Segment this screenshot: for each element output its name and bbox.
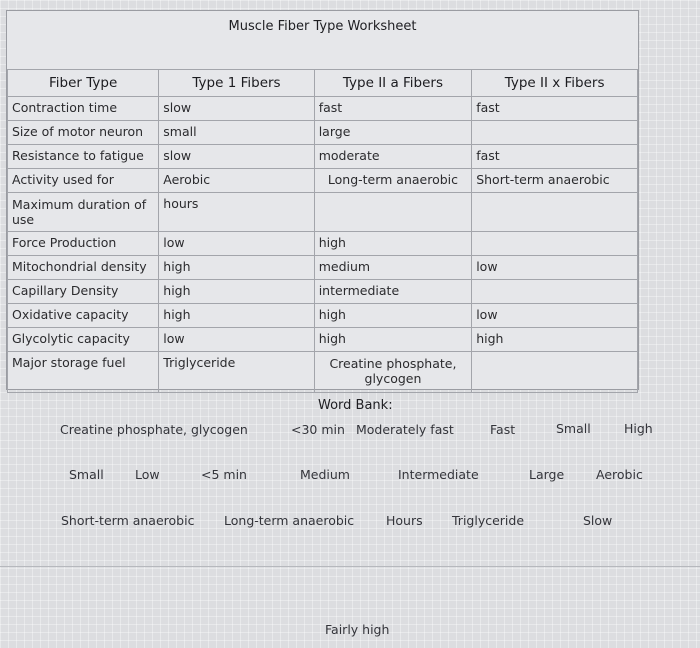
fiber-type-table xyxy=(7,69,638,393)
worksheet-title: Muscle Fiber Type Worksheet xyxy=(228,19,417,34)
row-label: Mitochondrial density xyxy=(8,256,159,280)
header-fiber-type: Fiber Type xyxy=(8,70,159,97)
cell-type-2x: Short-term anaerobic xyxy=(472,169,638,193)
cell-type-2x xyxy=(472,121,638,145)
row-label: Oxidative capacity xyxy=(8,304,159,328)
word-bank-item: Medium xyxy=(300,467,350,482)
word-bank-item: Triglyceride xyxy=(452,513,525,528)
cell-type-2a: Creatine phosphate, glycogen xyxy=(314,352,472,393)
cell-type-2a: medium xyxy=(314,256,472,280)
word-bank-item: <5 min xyxy=(201,467,247,482)
word-bank-item: Hours xyxy=(386,513,423,528)
word-bank-item: High xyxy=(624,421,653,436)
header-type-2a: Type II a Fibers xyxy=(314,70,472,97)
row-label: Contraction time xyxy=(8,97,159,121)
cell-type-1: low xyxy=(159,328,314,352)
table-row xyxy=(8,97,638,121)
row-label: Capillary Density xyxy=(8,280,159,304)
cell-type-1: high xyxy=(159,280,314,304)
word-bank-item: Small xyxy=(556,421,591,436)
word-bank-item: Small xyxy=(69,467,104,482)
table-row xyxy=(8,121,638,145)
cell-type-1: Aerobic xyxy=(159,169,314,193)
cell-type-2x xyxy=(472,232,638,256)
cell-type-2a: Long-term anaerobic xyxy=(314,169,472,193)
cell-type-2a: high xyxy=(314,304,472,328)
table-row xyxy=(8,328,638,352)
word-bank-title: Word Bank: xyxy=(318,398,393,413)
word-bank-item: Low xyxy=(135,467,160,482)
word-bank-item: Slow xyxy=(583,513,613,528)
word-bank-item: Aerobic xyxy=(596,467,643,482)
cell-type-1: low xyxy=(159,232,314,256)
row-label: Activity used for xyxy=(8,169,159,193)
table-row xyxy=(8,169,638,193)
table-row xyxy=(8,145,638,169)
worksheet xyxy=(6,10,639,390)
table-row xyxy=(8,232,638,256)
table-row xyxy=(8,280,638,304)
cell-type-2x: fast xyxy=(472,145,638,169)
cell-type-2a: moderate xyxy=(314,145,472,169)
divider xyxy=(0,566,700,567)
row-label: Glycolytic capacity xyxy=(8,328,159,352)
table-row xyxy=(8,352,638,393)
cell-type-1: high xyxy=(159,304,314,328)
word-bank-item: Fairly high xyxy=(325,622,390,637)
cell-type-1: slow xyxy=(159,145,314,169)
cell-type-2x xyxy=(472,352,638,393)
cell-type-1: small xyxy=(159,121,314,145)
word-bank-item: Moderately fast xyxy=(356,422,454,437)
cell-type-2x xyxy=(472,280,638,304)
cell-type-2x: fast xyxy=(472,97,638,121)
word-bank-item: Fast xyxy=(490,422,516,437)
row-label: Resistance to fatigue xyxy=(8,145,159,169)
cell-type-2a: intermediate xyxy=(314,280,472,304)
row-label: Size of motor neuron xyxy=(8,121,159,145)
header-type-2x: Type II x Fibers xyxy=(472,70,638,97)
cell-type-2x xyxy=(472,193,638,232)
word-bank-item: Intermediate xyxy=(398,467,479,482)
cell-type-2x: high xyxy=(472,328,638,352)
table-row xyxy=(8,256,638,280)
cell-type-2a: fast xyxy=(314,97,472,121)
cell-type-2x: low xyxy=(472,304,638,328)
cell-type-1: hours xyxy=(159,193,314,232)
word-bank-item: Creatine phosphate, glycogen xyxy=(60,422,248,437)
table-header-row xyxy=(8,70,638,97)
cell-type-2a: high xyxy=(314,232,472,256)
row-label: Maximum duration of use xyxy=(8,193,159,232)
row-label: Major storage fuel xyxy=(8,352,159,393)
row-label: Force Production xyxy=(8,232,159,256)
table-row xyxy=(8,304,638,328)
cell-type-1: slow xyxy=(159,97,314,121)
cell-type-1: Triglyceride xyxy=(159,352,314,393)
cell-type-2a xyxy=(314,193,472,232)
cell-type-2a: high xyxy=(314,328,472,352)
word-bank-item: Long-term anaerobic xyxy=(224,513,355,528)
cell-type-1: high xyxy=(159,256,314,280)
table-row xyxy=(8,193,638,232)
cell-type-2x: low xyxy=(472,256,638,280)
word-bank-item: <30 min xyxy=(291,422,345,437)
word-bank-item: Large xyxy=(529,467,565,482)
word-bank-item: Short-term anaerobic xyxy=(61,513,195,528)
cell-type-2a: large xyxy=(314,121,472,145)
header-type-1: Type 1 Fibers xyxy=(159,70,314,97)
